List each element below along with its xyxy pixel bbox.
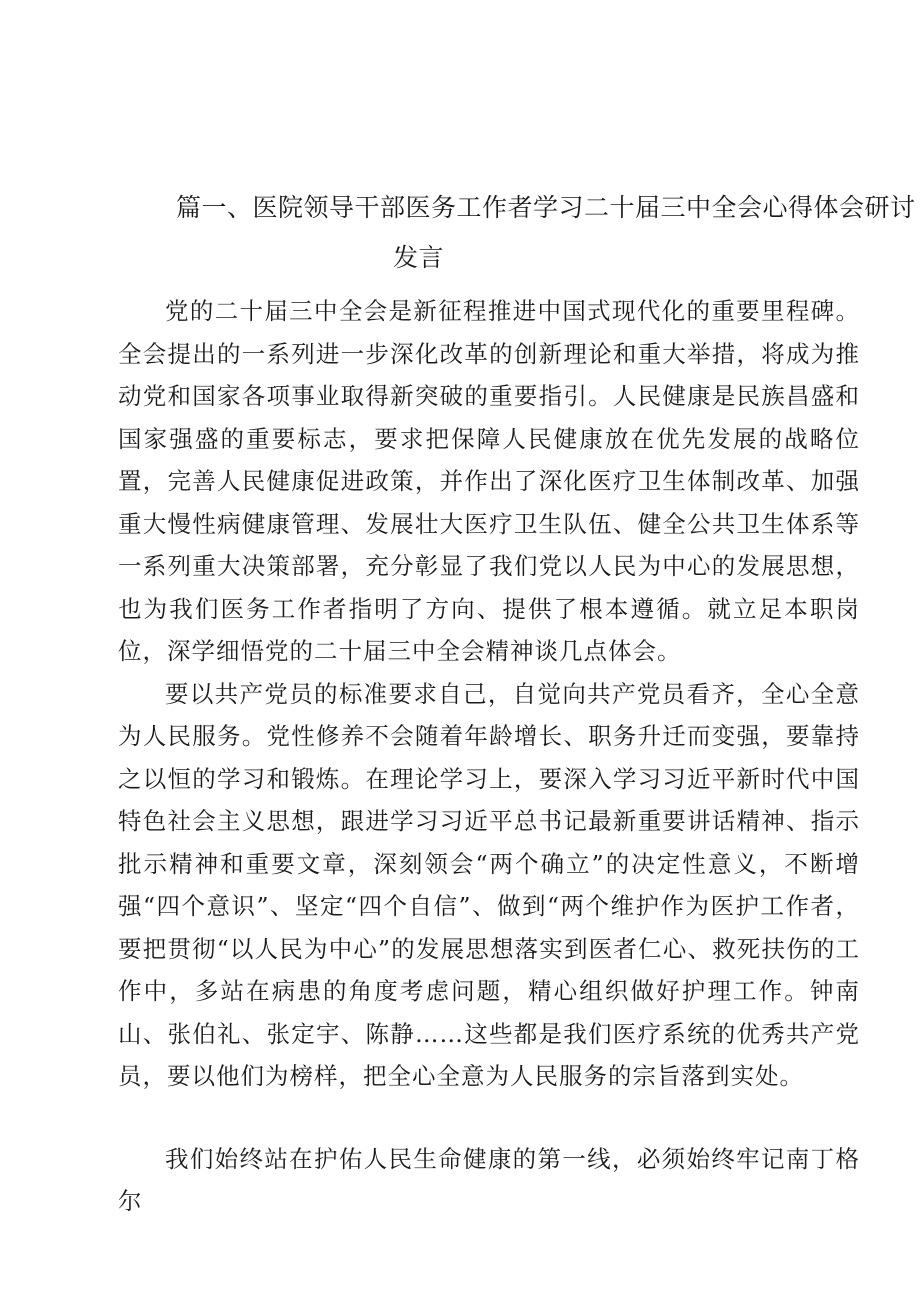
paragraph-3: 我们始终站在护佑人民生命健康的第一线，必须始终牢记南丁格尔 <box>118 1144 860 1215</box>
paragraph-2: 要以共产党员的标准要求自己，自觉向共产党员看齐，全心全意为人民服务。党性修养不会随着年龄增长、职务升迁而变强，要靠持之以恒的学习和锻炼。在理论学习上，要深入学习习近平新时代中国特色社会主义思想，跟进学习习近平总书记最新重要讲话精神、指示批示精神和重要文章，深刻领会“两个确立”的决定性意义，不断增强“四个意识”、坚定“四个自信”、做到“两个维护作为医护工作者，要把贯彻“以人民为中心”的发展思想落实到医者仁心、救死扶伤的工作中，多站在病患的角度考虑问题，精心组织做好护理工作。钟南山、张伯礼、张定宇、陈静……这些都是我们医疗系统的优秀共产党员，要以他们为榜样，把全心全意为人民服务的宗旨落到实处。 <box>118 679 860 1090</box>
title-line-1: 篇一、医院领导干部医务工作者学习二十届三中全会心得体会研讨 <box>176 193 916 222</box>
document-title <box>118 183 916 283</box>
paragraph-1: 党的二十届三中全会是新征程推进中国式现代化的重要里程碑。全会提出的一系列进一步深化改革的创新理论和重大举措，将成为推动党和国家各项事业取得新突破的重要指引。人民健康是民族昌盛和国家强盛的重要标志，要求把保障人民健康放在优先发展的战略位置，完善人民健康促进政策，并作出了深化医疗卫生体制改革、加强重大慢性病健康管理、发展壮大医疗卫生队伍、健全公共卫生体系等一系列重大决策部署，充分彰显了我们党以人民为中心的发展思想，也为我们医务工作者指明了方向、提供了根本遵循。就立足本职岗位，深学细悟党的二十届三中全会精神谈几点体会。 <box>118 297 860 665</box>
title-line-2: 发言 <box>393 243 445 272</box>
document-body <box>118 290 860 1223</box>
